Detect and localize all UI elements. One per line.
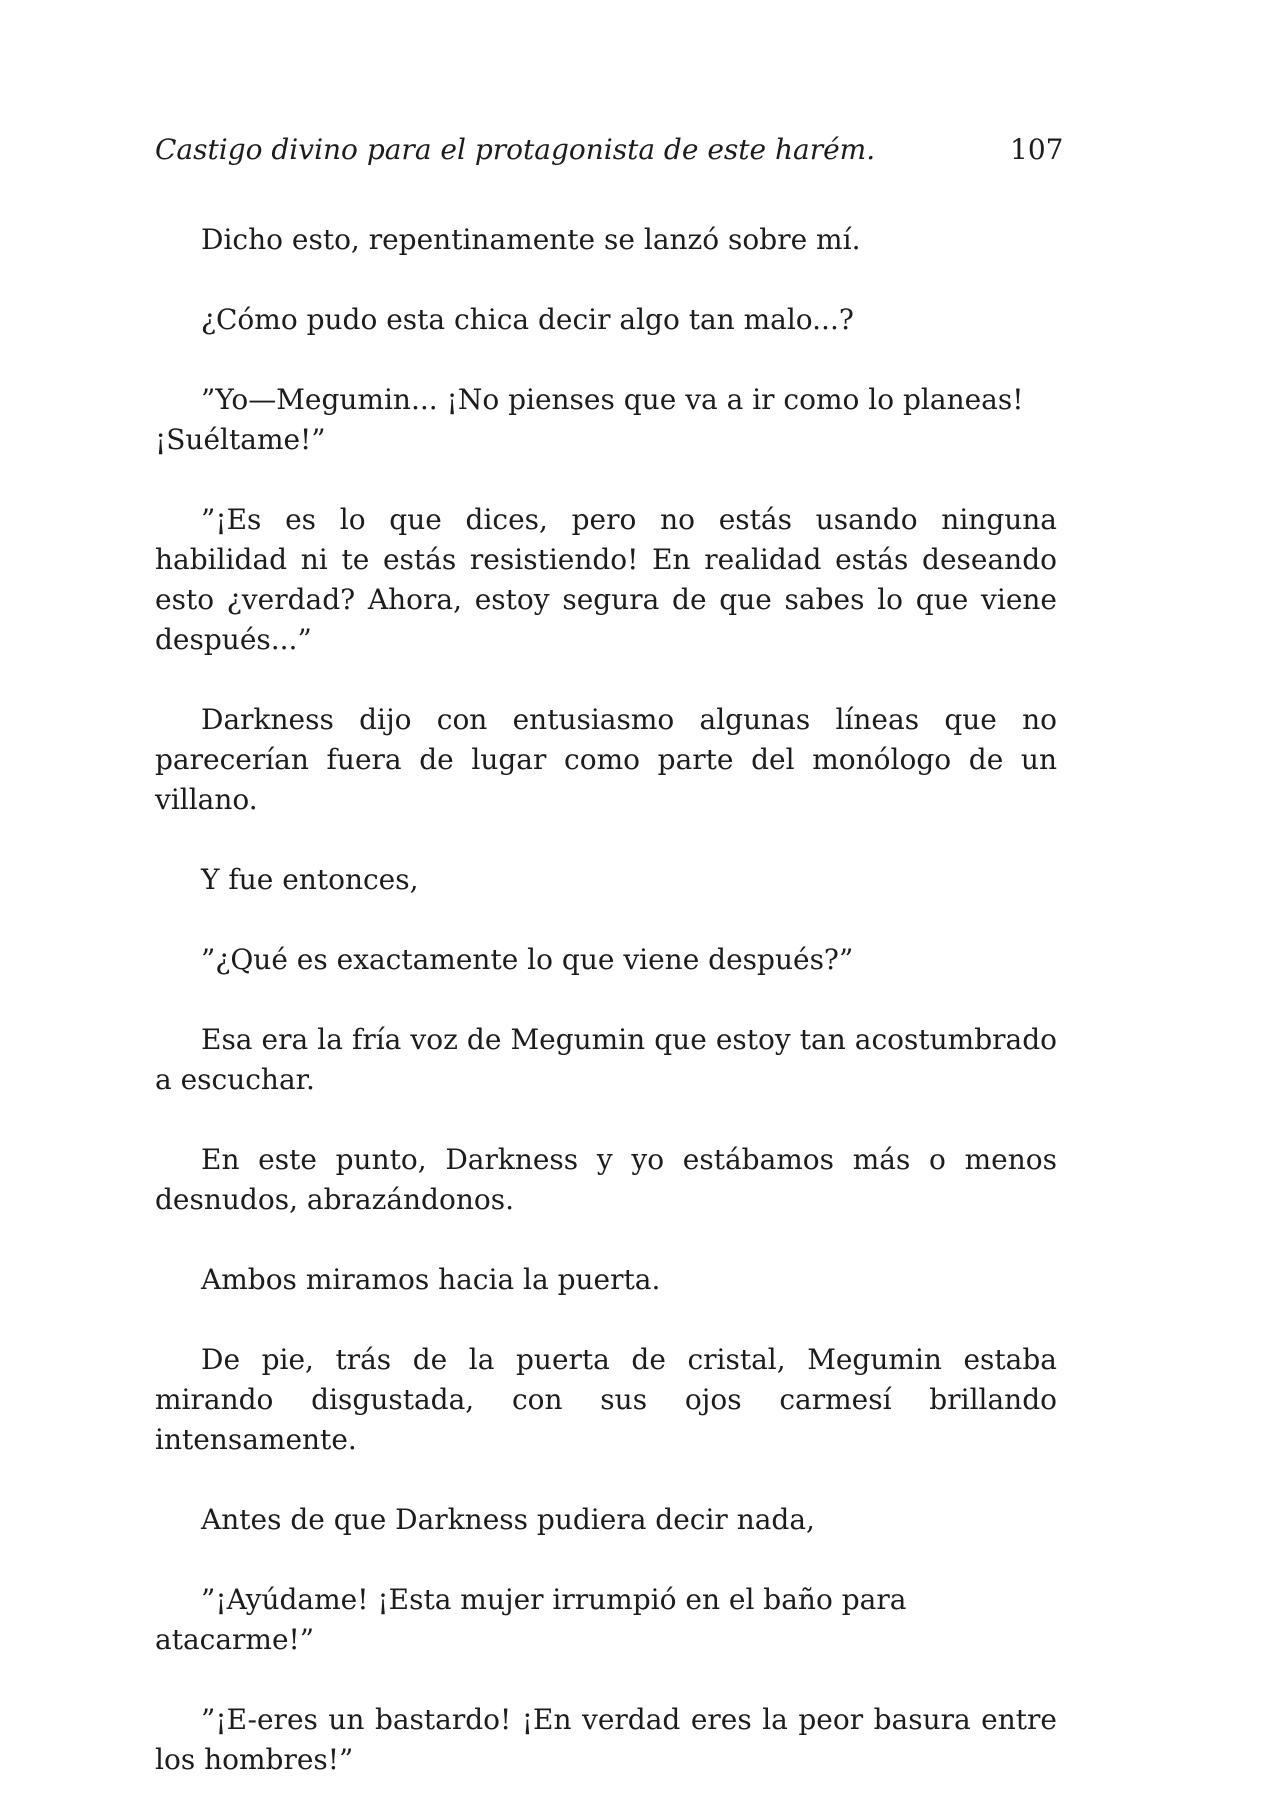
paragraph: Darkness dijo con entusiasmo algunas líneas que no parecerían fuera de lugar como parte del monólogo de un villano. xyxy=(155,703,1057,816)
body-text xyxy=(155,220,1057,1820)
page-number: 107 xyxy=(1010,133,1064,166)
paragraph: Y fue entonces, xyxy=(201,863,419,896)
paragraph: En este punto, Darkness y yo estábamos más o menos desnudos, abrazándonos. xyxy=(155,1143,1057,1216)
running-title: Castigo divino para el protagonista de este harém. xyxy=(155,133,876,166)
paragraph: ”Yo—Megumin... ¡No pienses que va a ir como lo planeas!¡Suéltame!” xyxy=(155,383,1024,456)
paragraph: De pie, trás de la puerta de cristal, Megumin estaba mirando disgustada, con sus ojos carmesí brillando intensamente. xyxy=(155,1343,1057,1456)
running-header xyxy=(155,130,1064,170)
paragraph: ”¡E-eres un bastardo! ¡En verdad eres la peor basura entre los hombres!” xyxy=(155,1703,1057,1776)
paragraph: Esa era la fría voz de Megumin que estoy tan acostumbrado a escuchar. xyxy=(155,1023,1057,1096)
paragraph: ”¡Ayúdame! ¡Esta mujer irrumpió en el baño para atacarme!” xyxy=(155,1583,907,1656)
paragraph: ”¡Es es lo que dices, pero no estás usando ninguna habilidad ni te estás resistiendo! En realidad estás deseando esto ¿verdad? Ahora, estoy segura de que sabes lo que viene después...” xyxy=(155,503,1057,656)
paragraph: Dicho esto, repentinamente se lanzó sobre mí. xyxy=(201,223,861,256)
paragraph: Antes de que Darkness pudiera decir nada, xyxy=(201,1503,815,1536)
paragraph: Ambos miramos hacia la puerta. xyxy=(201,1263,661,1296)
paragraph: ¿Cómo pudo esta chica decir algo tan malo...? xyxy=(201,303,854,336)
paragraph: ”¿Qué es exactamente lo que viene después?” xyxy=(201,943,854,976)
